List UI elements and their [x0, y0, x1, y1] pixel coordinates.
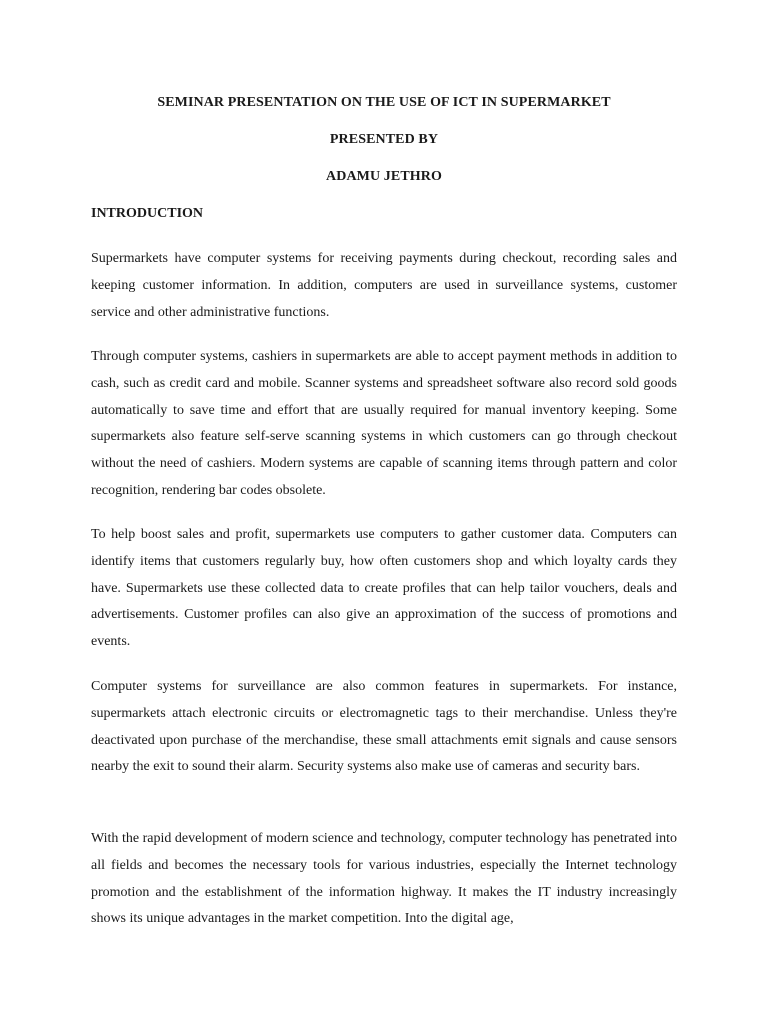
- paragraph: Supermarkets have computer systems for receiving payments during checkout, recording sales and keeping customer information. In addition, computers are used in surveillance systems, customer service and other administrative functions.: [91, 251, 677, 320]
- author-name: ADAMU JETHRO: [326, 169, 442, 184]
- paragraph: To help boost sales and profit, supermarkets use computers to gather customer data. Computers can identify items that customers regularly buy, how often customers shop and which loyalty cards they have. Supermarkets use these collected data to create profiles that can help tailor vouchers, deals and advertisements. Customer profiles can also give an approximation of the success of promotions and events.: [91, 527, 677, 650]
- presented-by-label: PRESENTED BY: [329, 132, 439, 147]
- paragraph: Through computer systems, cashiers in supermarkets are able to accept payment methods in addition to cash, such as credit card and mobile. Scanner systems and spreadsheet software also record sold goods automatically to save time and effort that are usually required for manual inventory keeping. Some supermarkets also feature self-serve scanning systems in which customers can go through checkout without the need of cashiers. Modern systems are capable of scanning items through pattern and color recognition, rendering bar codes obsolete.: [91, 349, 677, 498]
- document-title: SEMINAR PRESENTATION ON THE USE OF ICT IN SUPERMARKET: [157, 95, 611, 110]
- section-heading-introduction: INTRODUCTION: [91, 206, 204, 221]
- paragraph: Computer systems for surveillance are also common features in supermarkets. For instance, supermarkets attach electronic circuits or electromagnetic tags to their merchandise. Unless they're deactivated upon purchase of the merchandise, these small attachments emit signals and cause sensors nearby the exit to sound their alarm. Security systems also make use of cameras and security bars.: [91, 679, 677, 775]
- paragraph: With the rapid development of modern science and technology, computer technology has penetrated into all fields and becomes the necessary tools for various industries, especially the Internet technology promotion and the establishment of the information highway. It makes the IT industry increasingly shows its unique advantages in the market competition. Into the digital age,: [91, 831, 677, 927]
